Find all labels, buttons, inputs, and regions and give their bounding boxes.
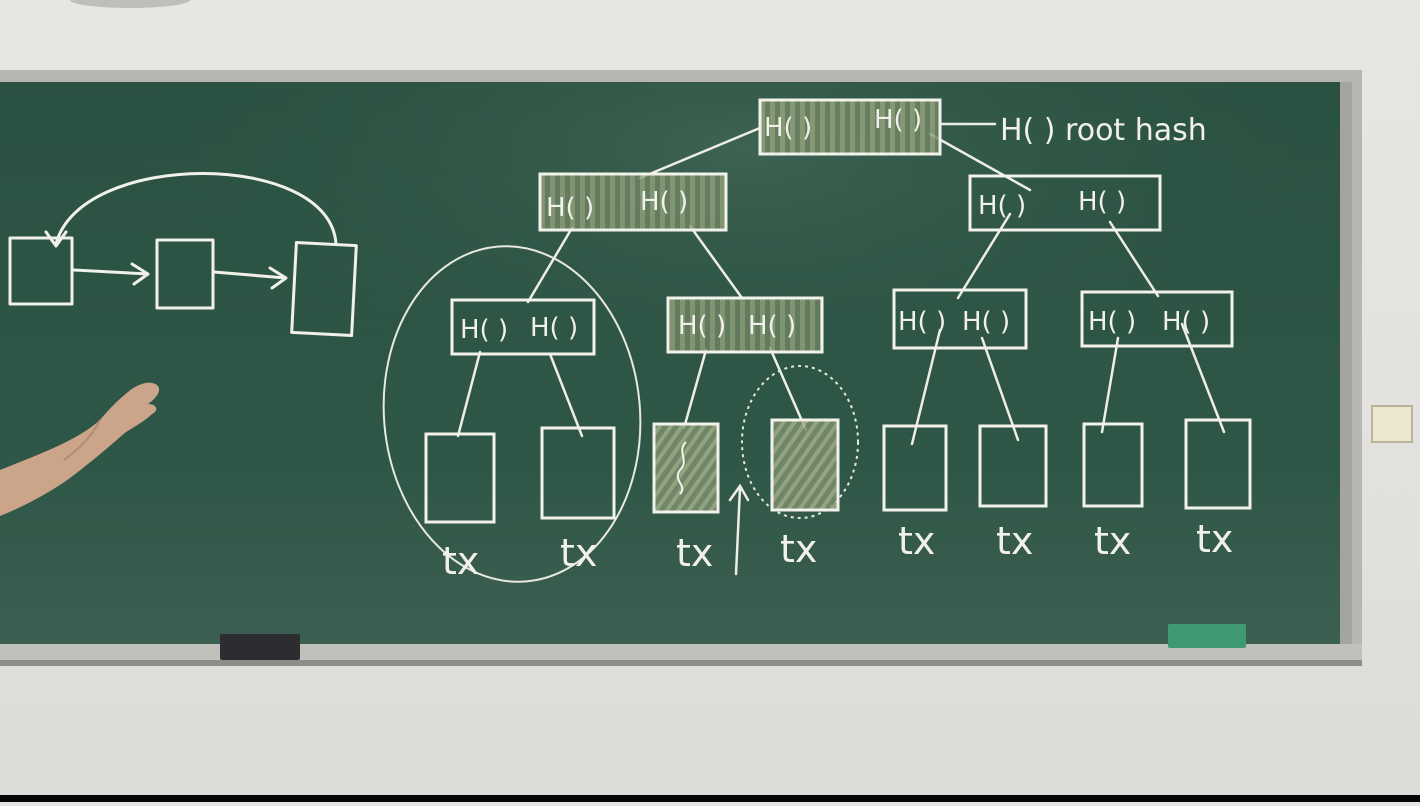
root-hash-left: H( ) <box>764 113 813 143</box>
l2-node2-hash-b: H( ) <box>748 311 797 341</box>
tx-label-2: tx <box>560 531 598 575</box>
bottom-black-bar <box>0 795 1420 802</box>
l2-node4-hash-a: H( ) <box>1088 307 1137 337</box>
green-eraser <box>1168 624 1246 648</box>
tx-label-1: tx <box>442 539 480 583</box>
tx-label-8: tx <box>1196 517 1234 561</box>
tx-label-6: tx <box>996 519 1034 563</box>
l2-node2-hash-a: H( ) <box>678 311 727 341</box>
tx-label-4: tx <box>780 527 818 571</box>
ceiling-fixture <box>70 0 190 8</box>
tx-label-3: tx <box>676 531 714 575</box>
l2-node1-hash-b: H( ) <box>530 313 579 343</box>
l1-right-hash-b: H( ) <box>1078 187 1127 217</box>
root-hash-label: H( ) root hash <box>1000 113 1207 148</box>
l1-left-hash-b: H( ) <box>640 187 689 217</box>
root-hash-right: H( ) <box>874 105 923 135</box>
l2-node3-hash-b: H( ) <box>962 307 1011 337</box>
tx-label-7: tx <box>1094 519 1132 563</box>
l2-node1-hash-a: H( ) <box>460 315 509 345</box>
black-eraser <box>220 634 300 660</box>
leaf-highlight-2 <box>772 420 838 510</box>
leaf-highlight-1 <box>654 424 718 512</box>
l1-right-hash-a: H( ) <box>978 191 1027 221</box>
tx-label-5: tx <box>898 519 936 563</box>
l2-node4-hash-b: H( ) <box>1162 307 1211 337</box>
l1-left-hash-a: H( ) <box>546 193 595 223</box>
wall-switch <box>1372 406 1412 442</box>
l2-node3-hash-a: H( ) <box>898 307 947 337</box>
chalkboard <box>0 70 1362 666</box>
